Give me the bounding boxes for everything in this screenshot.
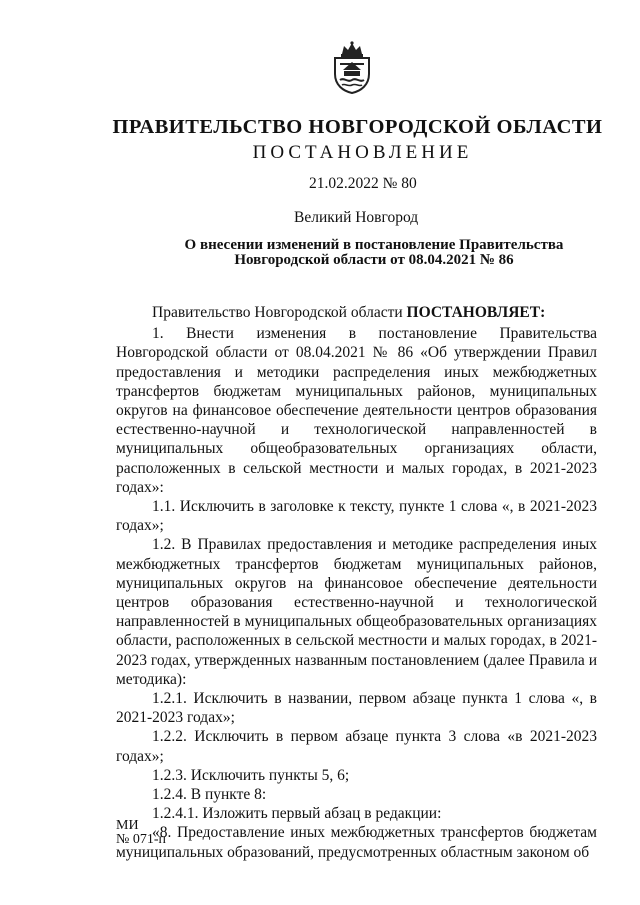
document-type: ПОСТАНОВЛЕНИЕ [252,142,473,163]
lead-decree-word: ПОСТАНОВЛЯЕТ: [406,304,546,321]
footer-initials: МИ [116,818,139,833]
city: Великий Новгород [294,209,419,226]
paragraph: 1.2.3. Исключить пункты 5, 6; [152,766,350,784]
paragraph: 1.2.1. Исключить в названии, первом абзаце пункта 1 слова «, в 2021-2023 годах»; [116,690,597,727]
paragraph: 1.2.2. Исключить в первом абзаце пункта 3 слова «в 2021-2023 годах»; [116,728,597,765]
lead-text: Правительство Новгородской области [152,304,407,321]
document-body [116,303,597,862]
paragraph: 1.2.4.1. Изложить первый абзац в редакции: [152,805,442,823]
document-subject [150,238,598,268]
subject-line-1: О внесении изменений в постановление Правительства [184,237,564,253]
date-number: 21.02.2022 № 80 [309,175,417,192]
lead-paragraph [116,303,597,322]
footer-code: № 071-п [116,832,167,847]
paragraph: 1.2.4. В пункте 8: [152,786,267,804]
organization-title: ПРАВИТЕЛЬСТВО НОВГОРОДСКОЙ ОБЛАСТИ [112,116,603,138]
coat-of-arms-icon [330,40,374,94]
footer [116,819,166,847]
paragraph: «8. Предоставление иных межбюджетных трансфертов бюджетам муниципальных образований, предусмотренных областным законом об [116,824,597,861]
paragraph: 1. Внести изменения в постановление Правительства Новгородской области от 08.04.2021 № 86 «Об утверждении Правил предоставления и методики распределения иных межбюджетных трансфертов бюджетам муниципальных районов, муниципальных округов на финансовое обеспечение деятельности центров образования естественно-научной и технологической направленностей в муниципальных общеобразовательных организациях области, расположенных в сельской местности и малых городах, в 2021-2023 годах»: [116,325,597,496]
paragraph: 1.2. В Правилах предоставления и методике распределения иных межбюджетных трансфертов бюджетам муниципальных районов, муниципальных округов на финансовое обеспечение деятельности центров образования естественно-научной и технологической направленностей в муниципальных общеобразовательных организациях области, расположенных в сельской местности и малых городах, в 2021-2023 годах, утвержденных названным постановлением (далее Правила и методика): [116,536,597,688]
paragraph: 1.1. Исключить в заголовке к тексту, пункте 1 слова «, в 2021-2023 годах»; [116,498,597,535]
subject-line-2: Новгородской области от 08.04.2021 № 86 [234,252,514,268]
